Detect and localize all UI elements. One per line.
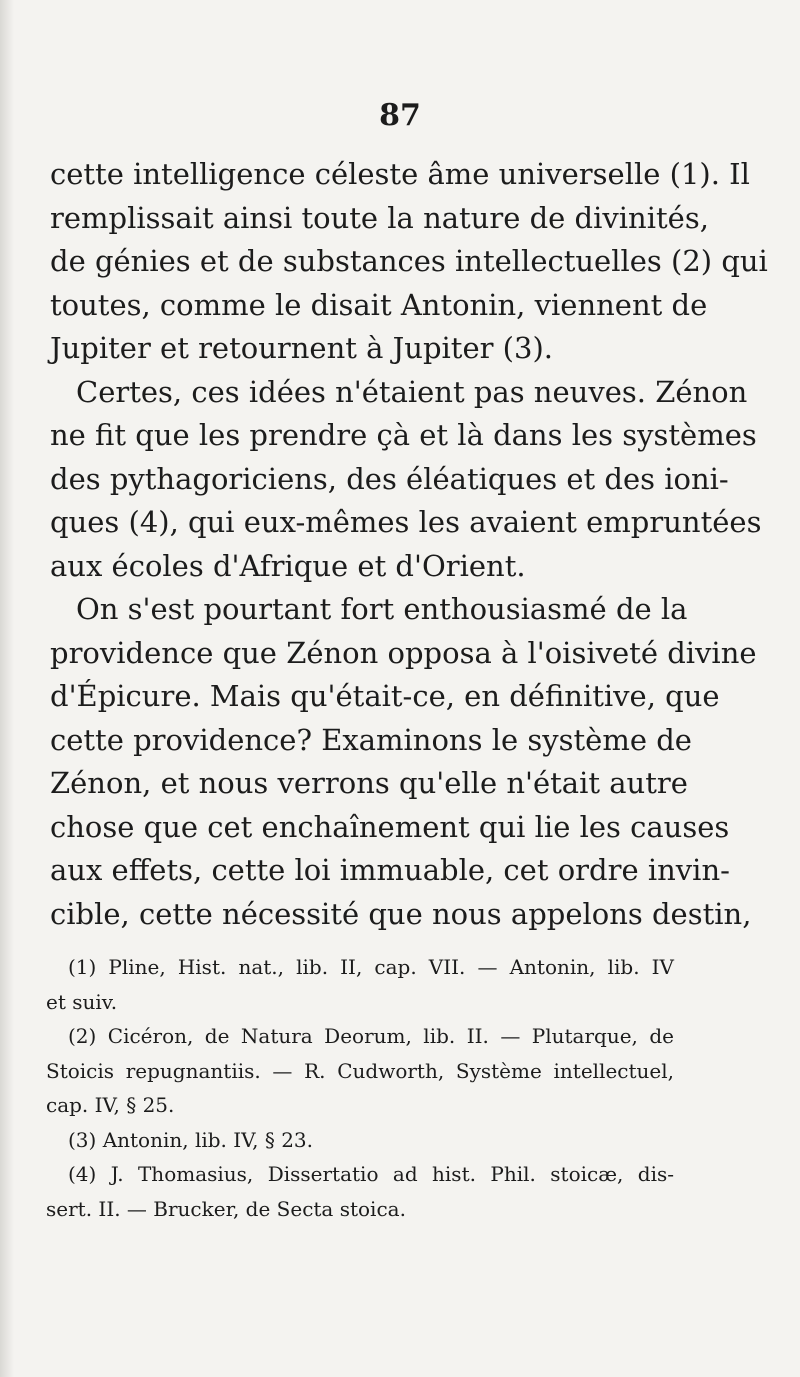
text-line: chose que cet enchaînement qui lie les causes [50,809,730,844]
page-edge-shadow [0,0,14,1377]
main-text [50,153,768,936]
text-line: Certes, ces idées n'étaient pas neuves. Zénon [76,374,748,409]
footnotes [46,950,674,1226]
text-line: remplissait ainsi toute la nature de divinités, [50,200,709,235]
text-line: cible, cette nécessité que nous appelons destin, [50,896,752,931]
text-line: aux effets, cette loi immuable, cet ordre invin- [50,853,730,887]
footnote-line: et suiv. [46,989,118,1014]
text-line: Jupiter et retournent à Jupiter (3). [50,331,553,365]
footnote-line: (1) Pline, Hist. nat., lib. II, cap. VII. — Antonin, lib. IV [68,955,674,979]
page-number: 87 [379,98,421,133]
text-line: Zénon, et nous verrons qu'elle n'était autre [50,766,688,800]
text-line: des pythagoriciens, des éléatiques et des ioni- [50,461,729,496]
footnote-line: sert. II. — Brucker, de Secta stoica. [46,1196,406,1221]
footnote-line: (2) Cicéron, de Natura Deorum, lib. II. — Plutarque, de [68,1024,674,1048]
text-line: On s'est pourtant fort enthousiasmé de la [76,592,688,626]
text-line: toutes, comme le disait Antonin, viennent de [50,287,708,322]
text-line: providence que Zénon opposa à l'oisiveté divine [50,635,757,670]
text-line: de génies et de substances intellectuelles (2) qui [50,244,768,278]
footnote-line: (4) J. Thomasius, Dissertatio ad hist. Phil. stoicæ, dis- [68,1162,674,1186]
text-line: aux écoles d'Afrique et d'Orient. [50,548,526,583]
text-line: cette providence? Examinons le système de [50,722,692,757]
text-line: d'Épicure. Mais qu'était-ce, en définitive, que [50,679,720,713]
footnote-line: (3) Antonin, lib. IV, § 23. [68,1127,313,1152]
footnote-line: cap. IV, § 25. [46,1093,175,1117]
text-line: cette intelligence céleste âme universelle (1). Il [50,157,750,191]
text-line: ques (4), qui eux-mêmes les avaient empruntées [50,505,762,539]
footnote-line: Stoicis repugnantiis. — R. Cudworth, Système intellectuel, [46,1058,674,1083]
text-line: ne fit que les prendre çà et là dans les systèmes [50,418,757,452]
